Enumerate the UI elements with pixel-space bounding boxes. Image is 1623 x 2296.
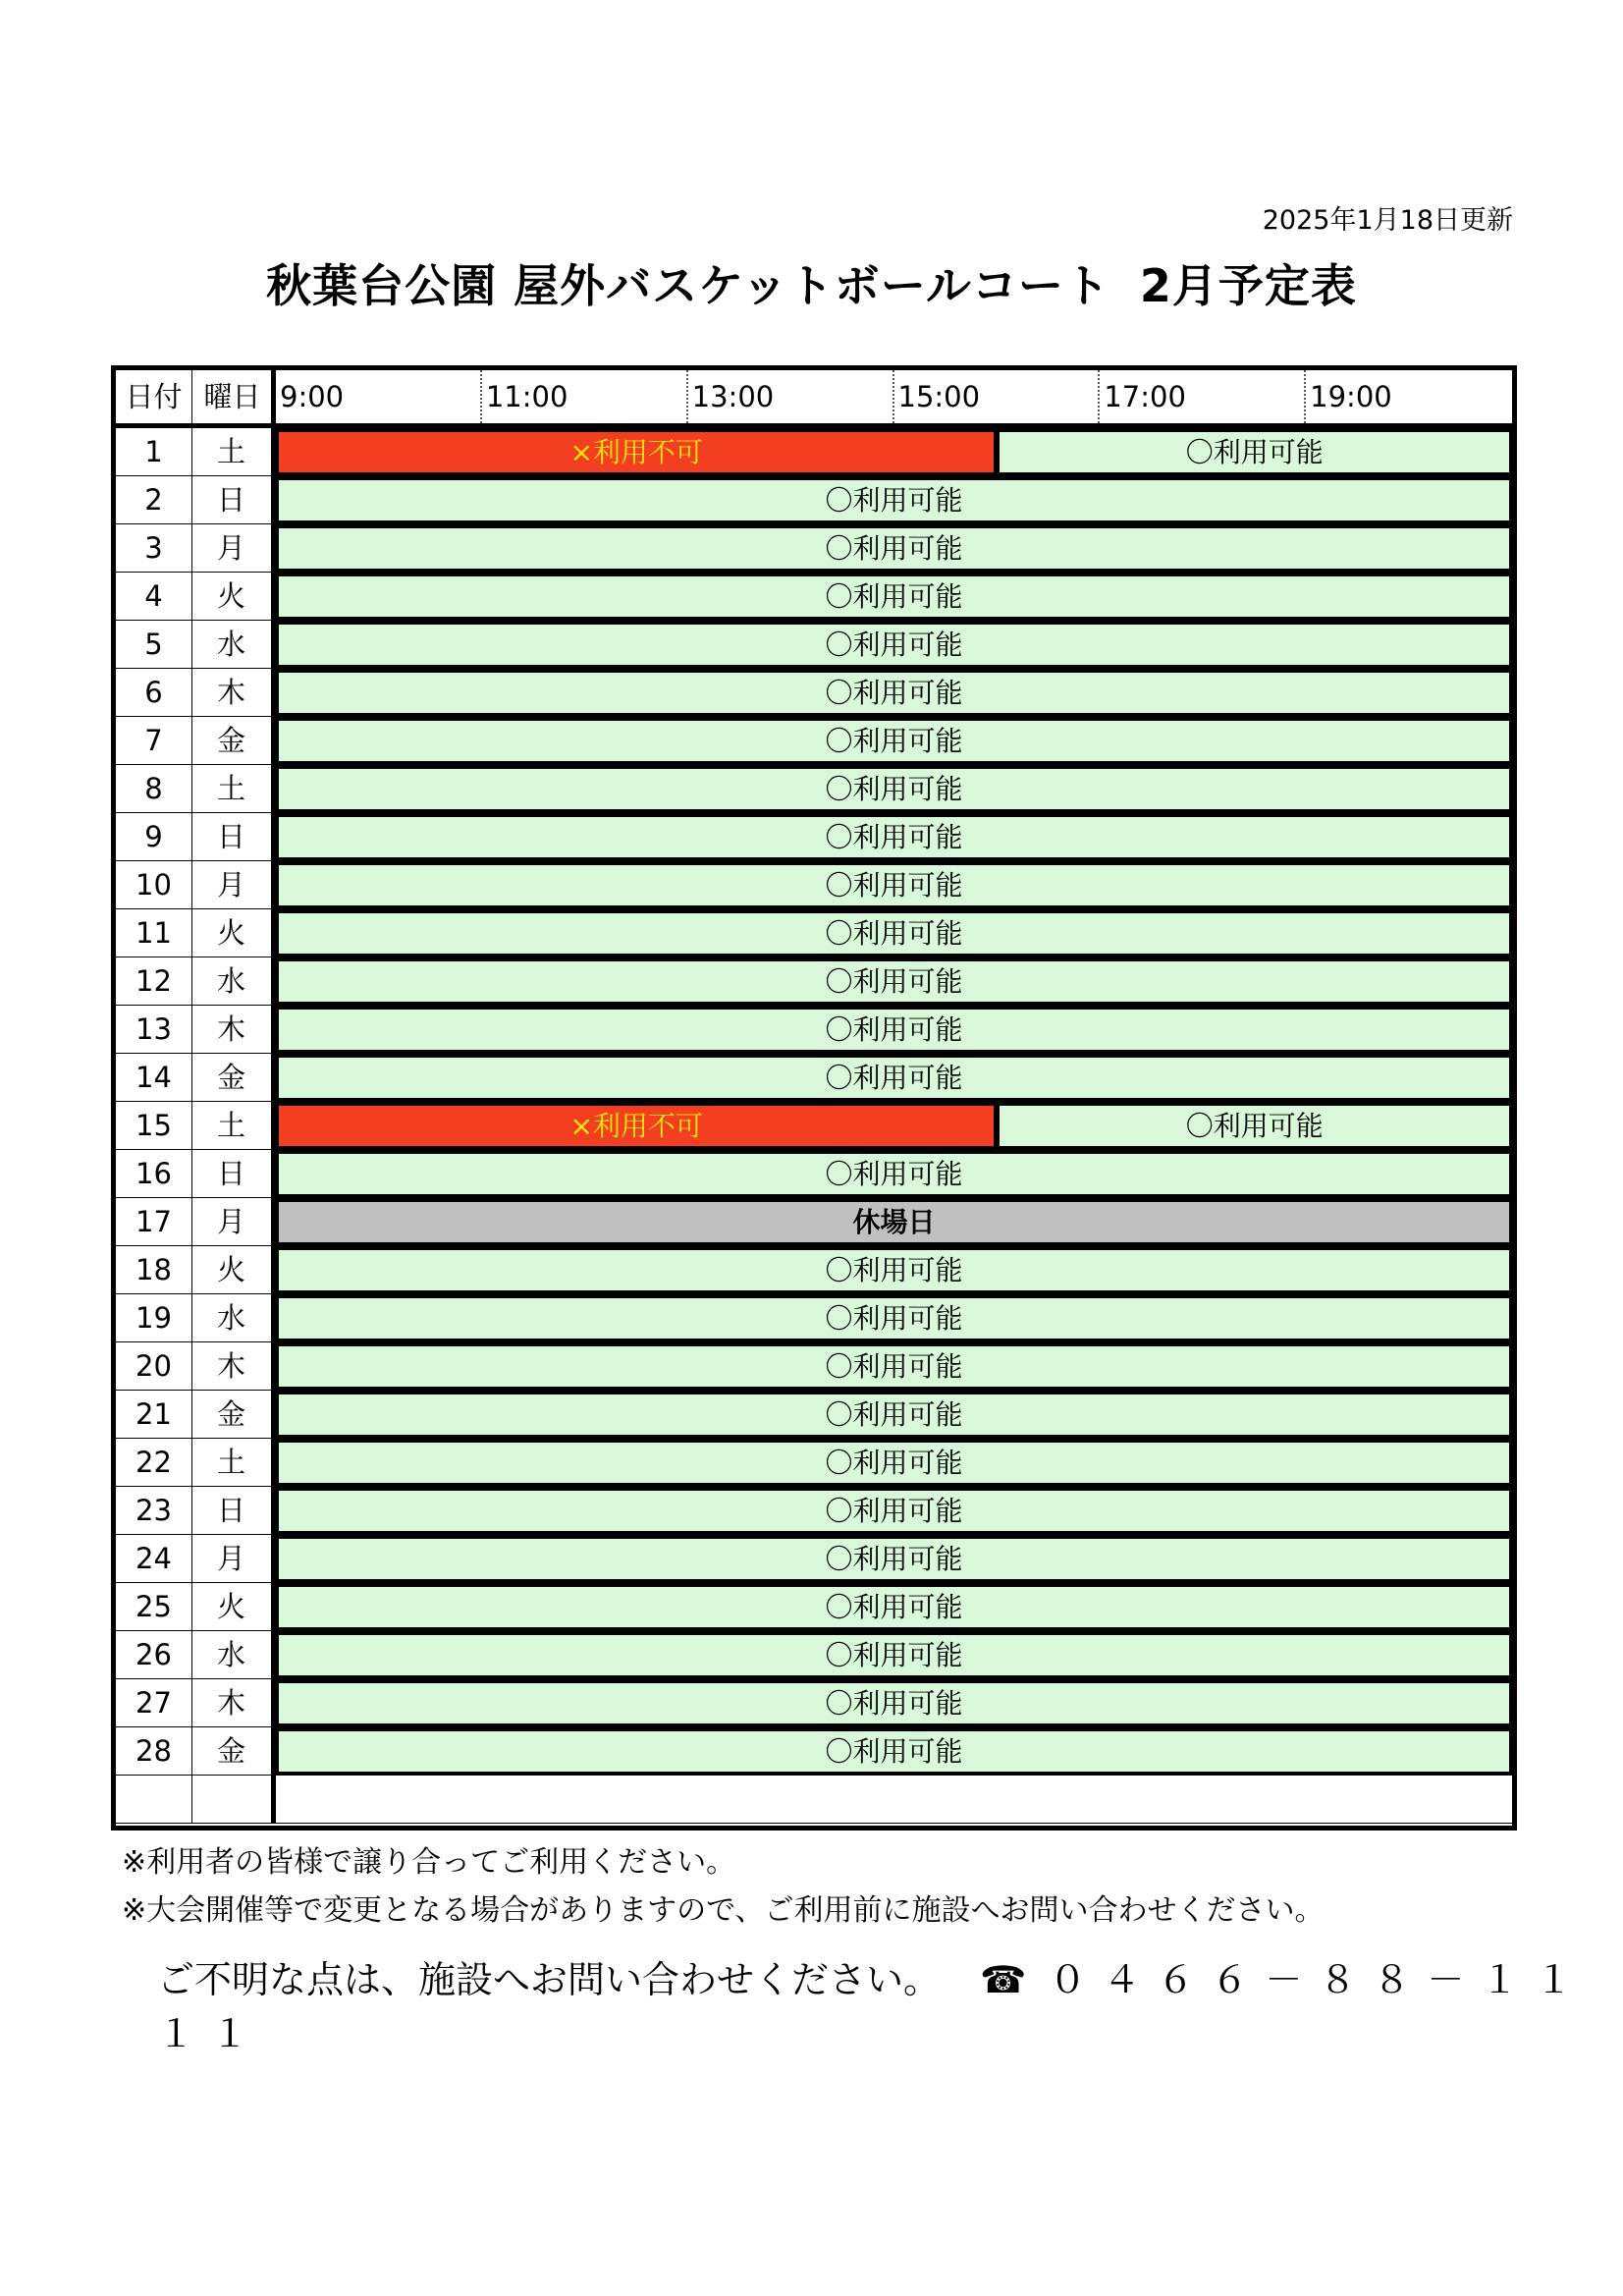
available-slot: 〇利用可能 xyxy=(279,1346,1509,1387)
phone-icon: ☎ xyxy=(980,1958,1044,2001)
available-slot: 〇利用可能 xyxy=(279,1058,1509,1098)
row-date: 4 xyxy=(116,573,192,620)
table-row xyxy=(116,1246,1512,1294)
row-timeline xyxy=(276,621,1512,668)
row-date: 20 xyxy=(116,1342,192,1390)
row-weekday: 金 xyxy=(216,1061,245,1094)
note-2: ※大会開催等で変更となる場合がありますので、ご利用前に施設へお問い合わせください。 xyxy=(122,1893,1325,1928)
row-timeline xyxy=(276,1054,1512,1101)
table-row xyxy=(116,524,1512,573)
row-timeline xyxy=(276,1246,1512,1293)
row-weekday: 木 xyxy=(216,1349,245,1383)
row-date: 8 xyxy=(116,765,192,812)
row-date: 11 xyxy=(116,909,192,957)
row-weekday: 土 xyxy=(216,1109,245,1142)
row-timeline xyxy=(276,669,1512,716)
row-timeline xyxy=(276,861,1512,908)
table-row xyxy=(116,957,1512,1006)
title-facility: 秋葉台公園 屋外バスケットボールコート xyxy=(266,259,1110,312)
available-slot: 〇利用可能 xyxy=(279,576,1509,617)
row-date: 21 xyxy=(116,1391,192,1438)
row-timeline xyxy=(276,1487,1512,1534)
table-row xyxy=(116,621,1512,669)
unavailable-slot: ×利用不可 xyxy=(279,432,994,472)
table-row xyxy=(116,1631,1512,1679)
row-weekday: 金 xyxy=(216,724,245,757)
row-weekday xyxy=(191,1776,271,1823)
table-row xyxy=(116,1535,1512,1583)
row-date: 22 xyxy=(116,1439,192,1486)
available-slot: 〇利用可能 xyxy=(279,1250,1509,1290)
available-slot: 〇利用可能 xyxy=(279,528,1509,569)
row-timeline xyxy=(276,1631,1512,1678)
row-timeline xyxy=(276,813,1512,860)
row-timeline xyxy=(276,1294,1512,1341)
table-row xyxy=(116,1727,1512,1776)
available-slot: 〇利用可能 xyxy=(1000,1106,1509,1146)
table-row xyxy=(116,861,1512,909)
available-slot: 〇利用可能 xyxy=(279,1731,1509,1772)
table-row xyxy=(116,428,1512,476)
row-date: 10 xyxy=(116,861,192,908)
row-date: 1 xyxy=(116,428,192,475)
row-date: 6 xyxy=(116,669,192,716)
row-date: 18 xyxy=(116,1246,192,1293)
row-weekday: 日 xyxy=(216,1157,245,1190)
phone-number: ０４６６－８８－１１１１ xyxy=(157,1958,1590,2055)
row-timeline xyxy=(276,524,1512,572)
row-weekday: 月 xyxy=(216,1542,245,1575)
table-row xyxy=(116,1487,1512,1535)
row-weekday: 火 xyxy=(216,579,245,613)
row-weekday: 月 xyxy=(216,531,245,565)
row-timeline xyxy=(276,717,1512,764)
row-weekday: 火 xyxy=(216,916,245,950)
table-row xyxy=(116,765,1512,813)
table-row xyxy=(116,1294,1512,1342)
table-row xyxy=(116,669,1512,717)
table-row xyxy=(116,717,1512,765)
updated-date: 2025年1月18日更新 xyxy=(1262,205,1513,236)
schedule-table xyxy=(111,365,1517,1831)
available-slot: 〇利用可能 xyxy=(279,1635,1509,1675)
row-weekday: 火 xyxy=(216,1590,245,1623)
time-label: 11:00 xyxy=(485,380,568,413)
available-slot: 〇利用可能 xyxy=(279,673,1509,713)
row-date: 26 xyxy=(116,1631,192,1678)
row-timeline xyxy=(276,1006,1512,1053)
row-timeline xyxy=(276,1342,1512,1390)
available-slot: 〇利用可能 xyxy=(279,1539,1509,1579)
row-weekday: 木 xyxy=(216,676,245,709)
table-row xyxy=(116,1342,1512,1391)
table-row xyxy=(116,1102,1512,1150)
available-slot: 〇利用可能 xyxy=(279,480,1509,520)
row-weekday: 日 xyxy=(216,820,245,853)
row-date: 15 xyxy=(116,1102,192,1149)
row-weekday: 金 xyxy=(216,1734,245,1768)
available-slot: 〇利用可能 xyxy=(279,1491,1509,1531)
time-label: 19:00 xyxy=(1310,380,1392,413)
row-date: 14 xyxy=(116,1054,192,1101)
time-label: 9:00 xyxy=(280,380,345,413)
row-timeline xyxy=(276,1150,1512,1197)
available-slot: 〇利用可能 xyxy=(279,817,1509,857)
available-slot: 〇利用可能 xyxy=(279,913,1509,954)
row-weekday: 火 xyxy=(216,1253,245,1286)
row-date: 24 xyxy=(116,1535,192,1582)
row-date: 23 xyxy=(116,1487,192,1534)
row-weekday: 日 xyxy=(216,1494,245,1527)
row-date xyxy=(116,1776,192,1823)
row-timeline xyxy=(276,1583,1512,1630)
row-weekday: 日 xyxy=(216,483,245,517)
table-row xyxy=(116,1054,1512,1102)
table-row xyxy=(116,1439,1512,1487)
table-row xyxy=(116,1150,1512,1198)
available-slot: 〇利用可能 xyxy=(279,721,1509,761)
row-weekday: 土 xyxy=(216,435,245,468)
row-date: 12 xyxy=(116,957,192,1005)
row-date: 9 xyxy=(116,813,192,860)
row-timeline xyxy=(276,1535,1512,1582)
row-date: 2 xyxy=(116,476,192,523)
row-weekday: 水 xyxy=(216,964,245,998)
row-date: 13 xyxy=(116,1006,192,1053)
table-row xyxy=(116,476,1512,524)
table-row xyxy=(116,1583,1512,1631)
row-weekday: 水 xyxy=(216,1301,245,1335)
row-timeline xyxy=(276,1776,1512,1823)
row-weekday: 木 xyxy=(216,1012,245,1046)
table-row xyxy=(116,1391,1512,1439)
table-header xyxy=(116,370,1512,428)
row-weekday: 月 xyxy=(216,1205,245,1238)
row-date: 16 xyxy=(116,1150,192,1197)
available-slot: 〇利用可能 xyxy=(279,1683,1509,1723)
row-timeline xyxy=(276,765,1512,812)
row-weekday: 土 xyxy=(216,772,245,805)
row-timeline xyxy=(276,1439,1512,1486)
row-date: 7 xyxy=(116,717,192,764)
time-label: 15:00 xyxy=(897,380,981,413)
unavailable-slot: ×利用不可 xyxy=(279,1106,994,1146)
row-weekday: 金 xyxy=(216,1397,245,1431)
row-timeline xyxy=(276,573,1512,620)
time-label: 13:00 xyxy=(691,380,775,413)
row-date: 28 xyxy=(116,1727,192,1775)
available-slot: 〇利用可能 xyxy=(279,1010,1509,1050)
row-date: 17 xyxy=(116,1198,192,1245)
title-month: 2月予定表 xyxy=(1139,259,1357,312)
table-row xyxy=(116,1776,1512,1824)
row-timeline xyxy=(276,909,1512,957)
row-weekday: 土 xyxy=(216,1446,245,1479)
available-slot: 〇利用可能 xyxy=(279,1587,1509,1627)
row-date: 5 xyxy=(116,621,192,668)
row-weekday: 水 xyxy=(216,628,245,661)
header-date: 日付 xyxy=(116,370,192,423)
available-slot: 〇利用可能 xyxy=(279,1154,1509,1194)
contact-line xyxy=(157,1949,1623,2057)
closed-day-slot: 休場日 xyxy=(279,1202,1509,1242)
row-date: 3 xyxy=(116,524,192,572)
available-slot: 〇利用可能 xyxy=(279,625,1509,665)
row-date: 27 xyxy=(116,1679,192,1726)
row-timeline xyxy=(276,1198,1512,1245)
row-timeline xyxy=(276,476,1512,523)
row-timeline xyxy=(276,1727,1512,1775)
note-1: ※利用者の皆様で譲り合ってご利用ください。 xyxy=(122,1845,736,1880)
row-timeline xyxy=(276,1102,1512,1149)
table-row xyxy=(116,813,1512,861)
table-row xyxy=(116,1006,1512,1054)
table-row xyxy=(116,909,1512,957)
available-slot: 〇利用可能 xyxy=(279,1394,1509,1435)
table-row xyxy=(116,573,1512,621)
available-slot: 〇利用可能 xyxy=(279,1298,1509,1339)
row-weekday: 木 xyxy=(216,1686,245,1720)
available-slot: 〇利用可能 xyxy=(1000,432,1509,472)
row-timeline xyxy=(276,957,1512,1005)
row-weekday: 月 xyxy=(216,868,245,902)
row-timeline xyxy=(276,1679,1512,1726)
notes xyxy=(122,1838,1325,1935)
available-slot: 〇利用可能 xyxy=(279,769,1509,809)
table-row xyxy=(116,1198,1512,1246)
contact-message: ご不明な点は、施設へお問い合わせください。 xyxy=(157,1958,942,2001)
time-label: 17:00 xyxy=(1104,380,1186,413)
table-row xyxy=(116,1679,1512,1727)
available-slot: 〇利用可能 xyxy=(279,1443,1509,1483)
page-title xyxy=(0,250,1623,315)
row-timeline xyxy=(276,1391,1512,1438)
header-weekday: 曜日 xyxy=(203,380,261,413)
row-timeline xyxy=(276,428,1512,475)
available-slot: 〇利用可能 xyxy=(279,865,1509,905)
available-slot: 〇利用可能 xyxy=(279,961,1509,1002)
row-weekday: 水 xyxy=(216,1638,245,1671)
row-date: 19 xyxy=(116,1294,192,1341)
row-date: 25 xyxy=(116,1583,192,1630)
